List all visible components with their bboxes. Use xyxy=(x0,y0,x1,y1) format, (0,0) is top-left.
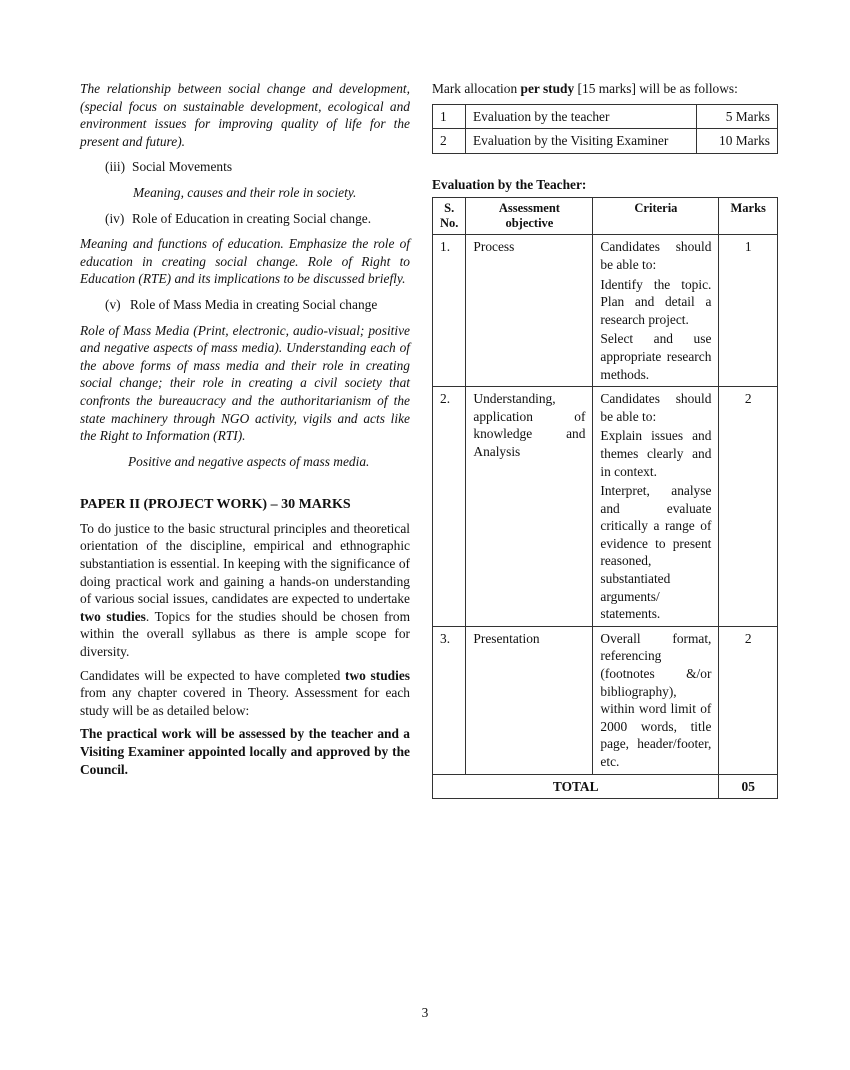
table-header-row: S. No. Assessment objective Criteria Marks xyxy=(433,198,778,235)
table-total-row: TOTAL 05 xyxy=(433,774,778,799)
paragraph-candidates: Candidates will be expected to have completed two studies from any chapter covered in Theory. Assessment for each study will be as detailed below: xyxy=(80,667,410,718)
evaluation-heading: Evaluation by the Teacher: xyxy=(432,176,587,192)
item-number: (iv) xyxy=(105,210,125,226)
table-row: 2. Understanding, application of knowledge and Analysis Candidates should be able to: Explain issues and themes clearly and in context. Interpret, analyse and evaluate critically a range of evidence to present reasoned, substantiated arguments/ statements. 2 xyxy=(433,387,778,627)
item-description: Meaning and functions of education. Emphasize the role of education in creating social change. Role of Right to Education (RTE) and its implications to be discussed briefly. xyxy=(80,236,410,287)
paragraph-assessment-note: The practical work will be assessed by the teacher and a Visiting Examiner appointed locally and approved by the Council. xyxy=(80,726,410,777)
item-title: Social Movements xyxy=(132,159,233,175)
table-row: 2 Evaluation by the Visiting Examiner 10 Marks xyxy=(433,129,778,154)
item-description: Meaning, causes and their role in society. xyxy=(133,184,357,200)
paper-heading: PAPER II (PROJECT WORK) – 30 MARKS xyxy=(80,497,351,513)
page-number: 3 xyxy=(421,1005,429,1020)
relationship-paragraph: The relationship between social change and development, (special focus on sustainable development, ecological and environment issues for improving quality of life for the present and future). xyxy=(80,81,410,149)
table-row: 1 Evaluation by the teacher 5 Marks xyxy=(433,104,778,129)
paragraph-project-intro: To do justice to the basic structural principles and theoretical orientation of the discipline, empirical and ethnographic substantiation is essential. In keeping with the significance of doing practical work and gaining a hands-on understanding of various social issues, candidates are expected to undertake two studies. Topics for the studies should be chosen from within the overall syllabus as there is ample scope for diversity. xyxy=(80,520,410,660)
item-description: Role of Mass Media (Print, electronic, audio-visual; positive and negative aspects of mass media). Understanding each of the above forms of mass media and their role in creating social change; their role in creating a civil society that confronts the bureaucracy and the authoritarianism of the state machinery through NGO activity, vigils and acts like the Right to Information (RTI). xyxy=(80,322,410,444)
criteria-cell: Overall format, referencing (footnotes &/or bibliography), within word limit of 2000 words, title page, header/footer, etc. xyxy=(593,626,719,774)
criteria-cell: Candidates should be able to: Identify the topic. Plan and detail a research project. Select and use appropriate research methods. xyxy=(593,235,719,387)
mark-allocation-text: Mark allocation per study [15 marks] will be as follows: xyxy=(432,81,738,96)
table-row: 3. Presentation Overall format, referencing (footnotes &/or bibliography), within word limit of 2000 words, title page, header/footer, etc. 2 xyxy=(433,626,778,774)
mark-allocation-table xyxy=(432,104,778,154)
item-title: Role of Mass Media in creating Social change xyxy=(130,296,378,312)
item-description-extra: Positive and negative aspects of mass media. xyxy=(128,453,370,469)
item-title: Role of Education in creating Social change. xyxy=(132,210,372,226)
item-number: (v) xyxy=(105,296,121,312)
right-column xyxy=(432,80,778,799)
item-role-of-education xyxy=(80,210,410,228)
evaluation-table xyxy=(432,197,778,799)
item-role-of-mass-media xyxy=(80,296,410,314)
criteria-cell: Candidates should be able to: Explain issues and themes clearly and in context. Interpret, analyse and evaluate critically a range of evidence to present reasoned, substantiated arguments/ statements. xyxy=(593,387,719,627)
left-column xyxy=(80,80,410,778)
item-number: (iii) xyxy=(105,159,126,175)
table-row: 1. Process Candidates should be able to: Identify the topic. Plan and detail a research project. Select and use appropriate research methods. 1 xyxy=(433,235,778,387)
item-social-movements xyxy=(80,158,410,176)
